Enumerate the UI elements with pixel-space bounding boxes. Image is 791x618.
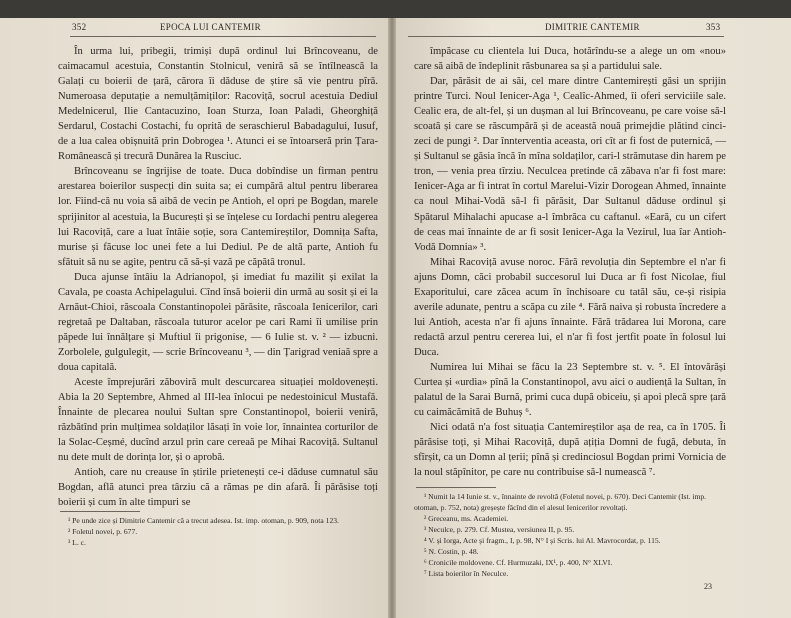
paragraph: Duca ajunse întâiu la Adrianopol, și imediat fu mazilit și exilat la Cavala, pe coasta Achipelagului. Cînd însă boierii din urmă au sosit și ei la Arnăut-Chioi, răscoala Constantinopolei părăsite, răscoala Ienicerilor, cari regretaă pe Daltaban, răscoala tuturor acelor pe cari Rami îi umilise prin păpede lui înnălțare și Muftiul îi prigonise, — 6 Iulie st. v. ² — izbucni. Zorbolele, gulgulegit, — scrie Brîncoveanu ³, — din Țarigrad veniaă spre a doua capitală. xyxy=(58,271,378,373)
left-page-number: 352 xyxy=(72,22,87,32)
footnote: ² Greceanu, ms. Academiei. xyxy=(424,514,509,523)
signature-mark: 23 xyxy=(704,582,712,591)
footnote: ³ Neculce, p. 279. Cf. Mustea, versiunea II, p. 95. xyxy=(424,525,575,534)
right-header-rule xyxy=(408,36,724,37)
right-footnotes xyxy=(414,491,726,579)
book-gutter xyxy=(388,18,396,618)
footnote: ³ L. c. xyxy=(68,538,86,547)
paragraph: Numirea lui Mihai se făcu la 23 Septembre st. v. ⁵. El întovărăși Curtea și «urdia» pînă la Constantinopol, avu aici o audiență la Sultan, în palatul de la Sarai Burnă, primi cuca după obiceiu, și apoi plecă spre țară cu caimăcămită de Buhuș ⁶. xyxy=(414,361,726,419)
left-header-rule xyxy=(70,36,376,37)
footnote: ¹ Numit la 14 Iunie st. v., înnainte de revoltă (Foletul novei, p. 670). Deci Cantemir (Ist. imp. otoman, p. 752, nota) greșește făcînd din el alesul Ienicerilor revoltați. xyxy=(414,492,707,512)
left-body-text xyxy=(58,44,378,510)
paragraph: Mihai Racoviță avuse noroc. Fără revoluția din Septembre el n'ar fi ajuns Domn, căci probabil succesorul lui Duca ar fi fost Nicolae, fiul Exaporitului, care zăcea acum în închisoare cu tatăl său, ce-și risipia averile adunate, pentru a scăpa cu zile ⁴. Fără naiva și robusta încredere a lui Antioh, acesta n'ar fi ajuns înnainte. Fără trădarea lui Morona, care redactă arzul pentru cererea lui, el n'ar fi fost jertfit poate în folosul lui Duca. xyxy=(414,256,726,358)
right-footnote-rule xyxy=(416,487,496,488)
right-running-head: DIMITRIE CANTEMIR xyxy=(545,22,640,32)
paragraph: În urma lui, pribegii, trimiși după ordinul lui Brîncoveanu, de caimacamul acestuia, Constantin Stolnicul, veniră să se întîlnească la Galați cu boierii de țară, cărora îi dăduse de știre să vie pentru pîră. Numeroasa deputație a nemulțămiților: Racoviță, socrul acestuia Dediul Medelnicerul, Ilie Cantacuzino, Ioan Sturza, Ioan Paladi, Gheorghiță Serdarul, Costachi Costachi, fu oprită de seraschierul Babadagului, Iusuf, de a lua calea obișnuită prin Dobrogea ¹. Atunci ei se întoarseră prin Țara-Românească și trecură Dunărea la Rusciuc. xyxy=(58,46,378,163)
paragraph: Brîncoveanu se îngrijise de toate. Duca dobîndise un firman pentru arestarea boierilor suspecți din suita sa; ei cumpără altul pentru liberarea lor. Fiind-că nu voia să aibă de vecin pe Antioh, el opri pe Bogdan, marele sprijinitor al acestuia, la București și se înțelese cu Iordachi pentru alegerea lui Racoviță, care a luat întăie soție, sora Cantemireștilor, Domnița Safta, murise și făcuse loc unei fete a lui Dediul. Pe de altă parte, Antioh fu sfătuit să nu se agite, pentru că să-și vază pe căpătâ tronul. xyxy=(58,166,378,268)
paragraph: Dar, părăsit de ai săi, cel mare dintre Cantemirești găsi un sprijin printre Turci. Noul Ienicer-Aga ¹, Cealîc-Ahmed, îi oferi serviciile sale. Cealic era, de alt-fel, și un dușman al lui Brîncoveanu, pe care voise să-l scoată și care se răscumpără și de această nouă primejdie plătind cinci-zeci de pungi ². Dar înnterventia aceasta, ori cît ar fi fost de puternică, — și Sultanul se găsia încă în mîna soldaților, cari-l strămutase din harem pe tron, — venia prea tîrziu. Neculcea pretinde că zăbava n'ar fi fost mare: Ienicer-Aga ar fi intrat în cortul Marelui-Vizir Dorogean Ahmed, înnainte ca noul Mihai-Vodă să-l fi părăsit, Dar Sultanul dăduse ordinul și Spătarul Mihalachi apucase a-l îmbrăca cu caftanul. «Eară, cu un cifert de ceas mai înnainte de ar fi sosit Ienicer-Aga la Vezirul, lua îar Antioh-Vodă Domnia» ³. xyxy=(414,76,726,253)
paragraph: Nici odată n'a fost situația Cantemireștilor așa de rea, ca în 1705. Îi părăsise toți, și Mihai Racoviță, după ațiția Domni de fugă, debuta, în sfîrșit, ca un Domn al țerii; pînă și credinciosul Bogdan primi Vornicia de la noul stăpînitor, pe care nu contribuise să-l numească ⁷. xyxy=(414,422,726,479)
paragraph: Aceste împrejurări zăboviră mult descurcarea situației moldovenești. Abia la 20 Septembre, Ahmed al III-lea înlocui pe nedestoinicul Mustafă. Înnainte de plecarea noului Sultan spre Constantinopol, boierii veniră, răzbătînd prin mulțimea soldaților lăsați în voie lor, înnaintea corturilor de la Solac-Ceșmé, ducînd arzul prin care cereaă pe Mihai Racoviță. Sultanul nu dete mult de dorința lor, și o aprobă. xyxy=(58,377,378,464)
left-footnote-rule xyxy=(60,511,140,512)
right-page-number: 353 xyxy=(706,22,721,32)
paragraph: împăcase cu clientela lui Duca, hotărîndu-se a alege un om «nou» care să aibă de îndeplinit răsbunarea sa și a partidului sale. xyxy=(414,46,726,73)
right-body-text xyxy=(414,44,726,480)
footnote: ² Foletul novei, p. 677. xyxy=(68,527,138,536)
footnote: ¹ Pe unde zice și Dimitrie Cantemir că a trecut adesea. Ist. imp. otoman, p. 909, nota 123. xyxy=(68,516,339,525)
footnote: ⁵ N. Costin, p. 48. xyxy=(424,547,479,556)
footnote: ⁷ Lista boierilor în Neculce. xyxy=(424,569,509,578)
paragraph: Antioh, care nu creause în știrile prietenești ce-i dăduse cumnatul său Bogdan, află atunci prea târziu că a rămas pe din afară. Îi părăsise toți boierii și cum în alte timpuri se xyxy=(58,467,378,509)
left-footnotes xyxy=(58,515,380,548)
footnote: ⁶ Cronicile moldovene. Cf. Hurmuzaki, IX¹, p. 400, N° XLVI. xyxy=(424,558,613,567)
footnote: ⁴ V. și Iorga, Acte și fragm., I, p. 98, N° I și Scris. lui Al. Mavrocordat, p. 115. xyxy=(424,536,661,545)
left-running-head: EPOCA LUI CANTEMIR xyxy=(160,22,261,32)
